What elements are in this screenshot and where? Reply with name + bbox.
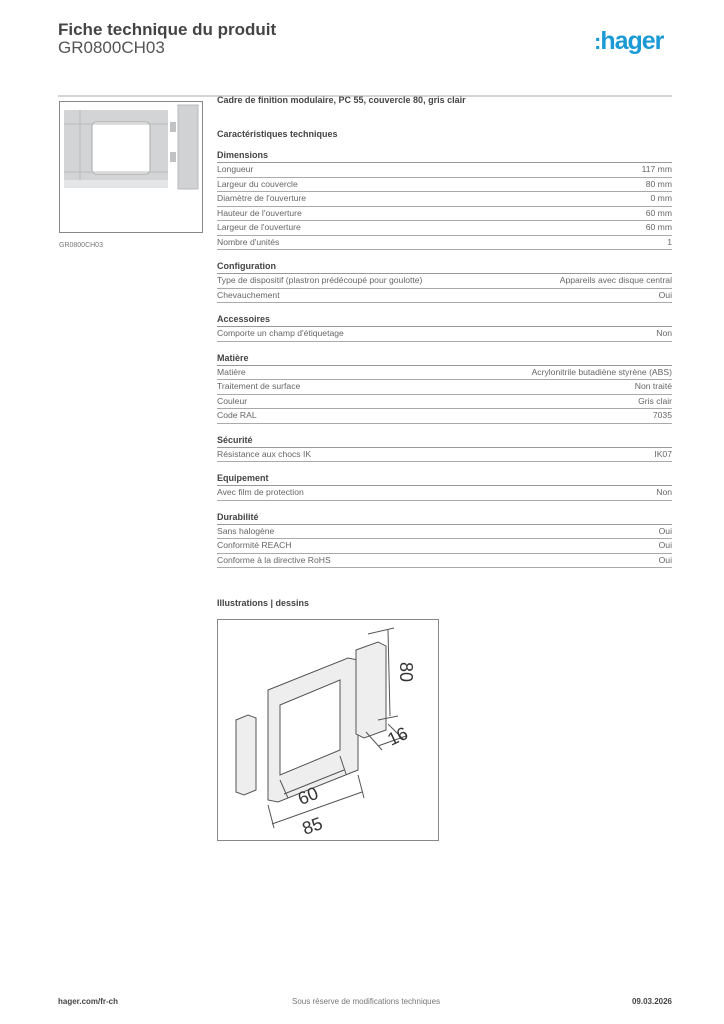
dim-label-85: 85 — [299, 813, 326, 839]
spec-value: Gris clair — [638, 395, 672, 406]
section-heading: Durabilité — [217, 511, 672, 525]
spec-label: Comporte un champ d'étiquetage — [217, 328, 344, 338]
spec-value: 60 mm — [645, 207, 672, 218]
spec-label: Code RAL — [217, 410, 257, 420]
section-heading: Equipement — [217, 472, 672, 486]
page-title: Fiche technique du produit — [58, 20, 277, 39]
spec-row — [217, 289, 672, 304]
spec-value: Oui — [658, 525, 672, 536]
spec-row — [217, 486, 672, 501]
spec-value: 7035 — [652, 410, 672, 420]
spec-label: Sans halogène — [217, 525, 275, 536]
spec-value: Oui — [658, 289, 672, 300]
spec-value: Appareils avec disque central — [559, 275, 672, 285]
spec-row — [217, 380, 672, 395]
product-thumbnail — [59, 101, 203, 233]
spec-label: Traitement de surface — [217, 381, 301, 391]
characteristics-title: Caractéristiques techniques — [217, 129, 338, 139]
spec-section — [217, 149, 672, 250]
product-code: GR0800CH03 — [58, 38, 165, 57]
spec-label: Conformité REACH — [217, 540, 292, 550]
spec-label: Matière — [217, 366, 246, 377]
spec-row — [217, 236, 672, 251]
spec-label: Avec film de protection — [217, 487, 304, 497]
spec-value: 80 mm — [645, 178, 672, 189]
spec-value: Non traité — [634, 381, 672, 391]
spec-section — [217, 260, 672, 303]
dim-label-60: 60 — [294, 782, 322, 810]
spec-value: Oui — [658, 554, 672, 565]
section-heading: Sécurité — [217, 434, 672, 448]
spec-value: Non — [656, 487, 672, 497]
spec-section — [217, 313, 672, 342]
spec-row — [217, 395, 672, 410]
spec-row — [217, 366, 672, 381]
spec-label: Couleur — [217, 395, 248, 406]
thumbnail-caption: GR0800CH03 — [59, 242, 103, 249]
spec-value: 1 — [667, 236, 672, 247]
spec-row — [217, 327, 672, 342]
spec-label: Nombre d'unités — [217, 236, 280, 247]
footer-notice: Sous réserve de modifications techniques — [292, 997, 441, 1006]
section-heading: Matière — [217, 352, 672, 366]
spec-value: IK07 — [654, 448, 672, 459]
spec-section — [217, 434, 672, 463]
spec-section — [217, 511, 672, 569]
spec-row — [217, 554, 672, 569]
spec-row — [217, 178, 672, 193]
spec-label: Hauteur de l'ouverture — [217, 207, 302, 218]
spec-label: Conforme à la directive RoHS — [217, 554, 331, 565]
illustrations-title: Illustrations | dessins — [217, 598, 310, 608]
section-heading: Dimensions — [217, 149, 672, 163]
spec-row — [217, 409, 672, 424]
spec-value: 117 mm — [641, 164, 672, 174]
spec-row — [217, 221, 672, 236]
spec-row — [217, 448, 672, 463]
spec-label: Diamètre de l'ouverture — [217, 193, 307, 203]
spec-label: Largeur de l'ouverture — [217, 222, 301, 232]
spec-label: Longueur — [217, 164, 254, 174]
spec-label: Type de dispositif (plastron prédécoupé pour goulotte) — [217, 275, 423, 285]
section-heading: Accessoires — [217, 313, 672, 327]
spec-value: Non — [656, 328, 672, 338]
spec-row — [217, 274, 672, 289]
hager-logo: :hager — [594, 27, 664, 55]
footer-website-link[interactable]: hager.com/fr-ch — [58, 997, 119, 1006]
dim-label-16: 16 — [384, 723, 411, 750]
spec-row — [217, 539, 672, 554]
spec-row — [217, 207, 672, 222]
section-heading: Configuration — [217, 260, 672, 274]
dimension-drawing — [217, 619, 439, 841]
spec-section — [217, 472, 672, 501]
spec-label: Résistance aux chocs IK — [217, 448, 312, 459]
spec-value: 0 mm — [650, 193, 672, 203]
spec-label: Largeur du couvercle — [217, 178, 298, 189]
spec-value: Acrylonitrile butadiène styrène (ABS) — [531, 366, 672, 377]
spec-value: Oui — [658, 540, 672, 550]
spec-section — [217, 352, 672, 424]
footer-date: 09.03.2026 — [631, 997, 672, 1006]
spec-label: Chevauchement — [217, 289, 280, 300]
spec-row — [217, 163, 672, 178]
spec-value: 60 mm — [645, 222, 672, 232]
spec-row — [217, 525, 672, 540]
specs-column — [217, 95, 672, 568]
dim-label-80: 80 — [396, 662, 416, 683]
product-name: Cadre de finition modulaire, PC 55, couvercle 80, gris clair — [217, 95, 466, 105]
spec-row — [217, 192, 672, 207]
